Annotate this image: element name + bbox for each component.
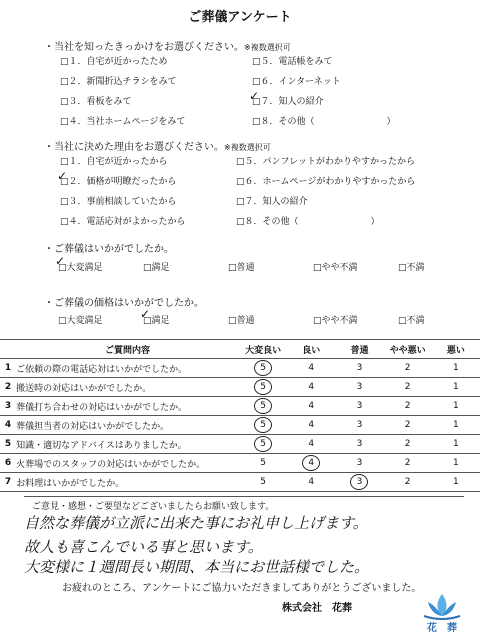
q3-option-somewhat-dissatisfied[interactable]: □やや不満 [313,263,358,273]
table-header-row [0,340,480,359]
q1-option-1[interactable]: □１．自宅が近かったため [60,57,168,67]
table-row [0,473,480,492]
q1-option-2[interactable]: □２．新聞折込チラシをみて [60,77,177,87]
score-cell[interactable] [384,416,432,435]
question-1-left-options [60,52,185,132]
score-cell[interactable] [239,359,287,378]
score-cell[interactable] [384,454,432,473]
row-question: 葬儀担当者の対応はいかがでしたか。 [16,416,239,435]
question-2-text: ・当社に決めた理由をお選びください。 [44,142,224,153]
row-number: 7 [0,473,16,492]
score-cell[interactable] [432,416,480,435]
score-value: 3 [356,363,363,373]
q1-option-6[interactable]: □６．インターネット [252,77,341,87]
score-cell[interactable] [287,378,335,397]
row-question: ご依頼の際の電話応対はいかがでしたか。 [16,359,239,378]
question-2 [44,138,271,153]
score-cell[interactable] [287,397,335,416]
score-value: 1 [453,420,459,430]
q3-option-dissatisfied[interactable]: □不満 [398,263,425,273]
score-cell[interactable] [239,378,287,397]
score-value: 2 [404,439,411,449]
score-cell[interactable] [384,473,432,492]
score-value: 4 [308,439,315,449]
row-question: 知識・適切なアドバイスはありましたか。 [16,435,239,454]
lotus-icon [420,590,464,620]
score-value: 1 [453,363,459,373]
score-value: 4 [308,477,315,487]
score-value: 2 [404,458,411,468]
q1-option-8[interactable]: □８．その他（ ） [252,117,396,127]
question-1-note: ※複数選択可 [244,43,291,52]
table-row [0,397,480,416]
score-value: 1 [453,477,459,487]
q2-option-4[interactable]: □４．電話応対がよかったから [60,217,186,227]
score-cell[interactable] [239,416,287,435]
question-2-note: ※複数選択可 [224,143,271,152]
score-cell[interactable] [287,473,335,492]
q4-option-satisfied[interactable]: □満足 ✓ [143,313,228,326]
q3-option-satisfied[interactable]: □満足 [143,263,170,273]
score-cell[interactable] [335,416,383,435]
score-value: 1 [453,401,459,411]
table-row [0,454,480,473]
score-cell[interactable] [335,454,383,473]
question-3-options [58,260,480,273]
row-number: 5 [0,435,16,454]
score-value: 1 [453,458,459,468]
score-value: 4 [308,363,315,373]
comment-line-2: 故人も喜こんでいる事と思います。 [24,538,263,556]
q2-option-8[interactable]: □８．その他（ ） [236,217,380,227]
score-cell[interactable] [287,435,335,454]
score-cell[interactable] [239,454,287,473]
q2-option-1[interactable]: □１．自宅が近かったから [60,157,168,167]
score-cell[interactable] [239,397,287,416]
q4-option-very-satisfied[interactable]: □大変満足 [58,316,103,326]
page-title: ご葬儀アンケート [188,10,292,25]
score-cell[interactable] [287,416,335,435]
q2-option-3[interactable]: □３．事前相談していたから [60,197,177,207]
header-bad: 悪い [432,340,480,359]
row-number: 4 [0,416,16,435]
question-1 [44,38,291,53]
selected-score: 5 [254,379,272,395]
score-cell[interactable] [335,473,383,492]
comment-line-1: 自然な葬儀が立派に出来た事にお礼申し上げます。 [24,514,368,532]
table-row [0,378,480,397]
score-cell[interactable] [432,378,480,397]
row-question: お料理はいかがでしたか。 [16,473,239,492]
score-cell[interactable] [432,359,480,378]
score-value: 2 [404,477,411,487]
q2-option-6[interactable]: □６．ホームページがわかりやすかったから [236,177,416,187]
score-cell[interactable] [384,378,432,397]
selected-score: 4 [302,455,320,471]
thank-you-message: お疲れのところ、アンケートにご協力いただきましてありがとうございました。 [62,583,422,594]
score-value: 5 [260,458,266,468]
q3-option-normal[interactable]: □普通 [228,263,255,273]
score-value: 4 [308,401,315,411]
header-very-good: 大変良い [239,340,287,359]
selected-score: 5 [254,436,272,452]
row-number: 2 [0,378,16,397]
q4-option-normal[interactable]: □普通 [228,316,255,326]
score-value: 3 [356,439,363,449]
selected-score: 3 [350,474,368,490]
header-question: ご質問内容 [16,340,239,359]
score-cell[interactable] [432,435,480,454]
score-cell[interactable] [239,435,287,454]
row-question: 葬儀打ち合わせの対応はいかがでしたか。 [16,397,239,416]
score-value: 1 [453,439,459,449]
question-3-text: ・ご葬儀はいかがでしたか。 [44,244,174,255]
score-cell[interactable] [335,435,383,454]
table-row [0,416,480,435]
score-value: 3 [356,401,363,411]
score-cell[interactable] [384,397,432,416]
question-2-left-options [60,152,186,232]
question-4-text: ・ご葬儀の価格はいかがでしたか。 [44,298,204,309]
selected-score: 5 [254,417,272,433]
row-question: 火葬場でのスタッフの対応はいかがでしたか。 [16,454,239,473]
score-cell[interactable] [239,473,287,492]
q4-option-dissatisfied[interactable]: □不満 [398,316,425,326]
score-cell[interactable] [287,359,335,378]
score-cell[interactable] [432,454,480,473]
selected-score: 5 [254,398,272,414]
score-cell[interactable] [384,435,432,454]
score-cell[interactable] [287,454,335,473]
company-logo [420,590,464,634]
score-value: 3 [356,458,363,468]
score-value: 2 [404,382,411,392]
score-cell[interactable] [432,397,480,416]
row-number: 1 [0,359,16,378]
score-value: 2 [404,401,411,411]
row-question: 搬送時の対応はいかがでしたか。 [16,378,239,397]
score-cell[interactable] [384,359,432,378]
logo-text: 花 葬 [427,623,457,634]
score-value: 4 [308,382,315,392]
q2-option-7[interactable]: □７．知人の紹介 [236,197,308,207]
q1-option-5[interactable]: □５．電話帳をみて [252,57,333,67]
comment-heading: ご意見・感想・ご要望などございましたらお願い致します。 [32,502,275,512]
score-cell[interactable] [335,378,383,397]
q2-option-2[interactable]: □２．価格が明瞭だったから ✓ [60,172,177,192]
q3-option-very-satisfied[interactable]: □大変満足 ✓ [58,260,143,273]
question-2-right-options [236,152,415,232]
rating-table [0,339,480,492]
header-somewhat-bad: やや悪い [384,340,432,359]
score-value: 3 [356,382,363,392]
score-value: 4 [308,420,315,430]
q1-option-4[interactable]: □４．当社ホームページをみて [60,117,186,127]
q1-option-7[interactable]: □７．知人の紹介 ✓ [252,92,324,112]
score-value: 5 [260,477,266,487]
score-value: 2 [404,363,411,373]
table-row [0,359,480,378]
q2-option-5[interactable]: □５．パンフレットがわかりやすかったから [236,157,416,167]
score-cell[interactable] [335,397,383,416]
score-value: 2 [404,420,411,430]
score-cell[interactable] [432,473,480,492]
score-value: 1 [453,382,459,392]
comment-line-3: 大変様に１週間長い期間、本当にお世話様でした。 [24,558,370,576]
q4-option-somewhat-dissatisfied[interactable]: □やや不満 [313,316,358,326]
question-1-text: ・当社を知ったきっかけをお選びください。 [44,42,244,53]
q1-option-3[interactable]: □３．看板をみて [60,97,132,107]
score-value: 3 [356,420,363,430]
row-number: 3 [0,397,16,416]
score-cell[interactable] [335,359,383,378]
header-good: 良い [287,340,335,359]
row-number: 6 [0,454,16,473]
company-name: 株式会社 花葬 [282,603,352,614]
header-normal: 普通 [335,340,383,359]
question-4-options [58,313,480,326]
table-row [0,435,480,454]
question-1-right-options [252,52,396,132]
selected-score: 5 [254,360,272,376]
